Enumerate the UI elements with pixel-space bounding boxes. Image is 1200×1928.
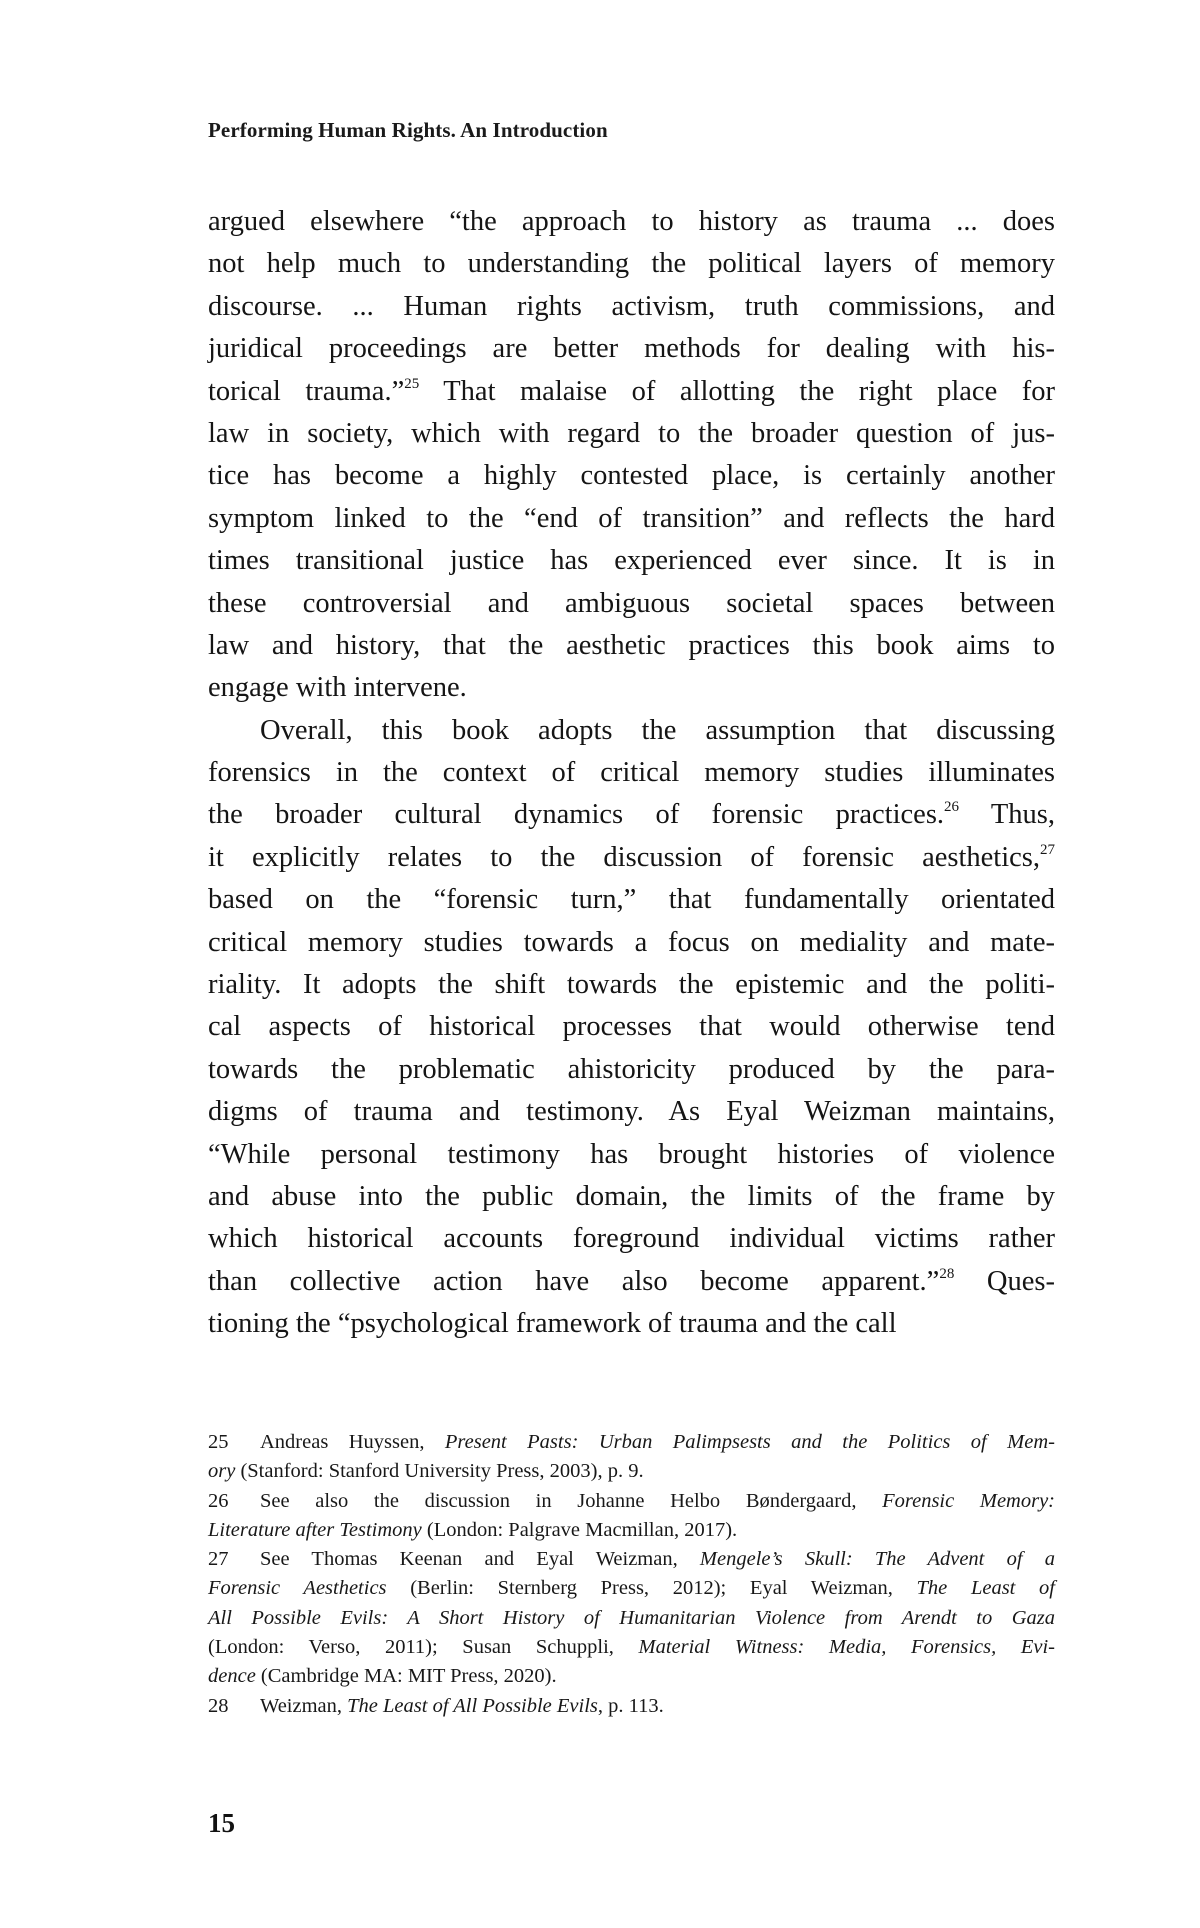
body-line: not help much to understanding the political layers of memory xyxy=(208,248,1055,280)
footnote-line: All Possible Evils: A Short History of Humanitarian Violence from Arendt to Gaza xyxy=(208,1606,1055,1629)
body-line: the broader cultural dynamics of forensic practices.$^{26}$ Thus, xyxy=(208,799,1055,831)
body-line: law in society, which with regard to the broader question of jus- xyxy=(208,417,1055,449)
footnote-line: 27 See Thomas Keenan and Eyal Weizman, Mengele’s Skull: The Advent of a xyxy=(208,1545,1055,1574)
body-text xyxy=(208,201,1055,1346)
body-line: law and history, that the aesthetic practices this book aims to xyxy=(208,629,1055,661)
footnote-number: 27 xyxy=(208,1548,229,1571)
footnote-number: 26 xyxy=(208,1489,229,1512)
footnote-line: ory (Stanford: Stanford University Press, 2003), p. 9. xyxy=(208,1460,644,1483)
body-line: argued elsewhere “the approach to history as trauma ... does xyxy=(208,206,1055,237)
footnote-line: 26 See also the discussion in Johanne Helbo Bøndergaard, Forensic Memory: xyxy=(208,1487,1055,1516)
body-line: critical memory studies towards a focus on mediality and mate- xyxy=(208,926,1055,958)
footnote-reference[interactable]: 28 xyxy=(939,1265,955,1282)
body-line: cal aspects of historical processes that would otherwise tend xyxy=(208,1011,1055,1043)
body-line: engage with intervene. xyxy=(208,672,467,704)
footnote-line: 28 Weizman, The Least of All Possible Evils, p. 113. xyxy=(208,1692,1055,1721)
body-line: times transitional justice has experienced ever since. It is in xyxy=(208,545,1055,577)
footnote-line: Literature after Testimony (London: Palgrave Macmillan, 2017). xyxy=(208,1518,738,1541)
footnote-line: dence (Cambridge MA: MIT Press, 2020). xyxy=(208,1665,557,1688)
footnote-line: Forensic Aesthetics (Berlin: Sternberg Press, 2012); Eyal Weizman, The Least of xyxy=(208,1577,1055,1600)
body-line: forensics in the context of critical memory studies illuminates xyxy=(208,757,1055,789)
footnote-27 xyxy=(208,1545,1055,1691)
body-line: based on the “forensic turn,” that fundamentally orientated xyxy=(208,884,1055,916)
body-line: which historical accounts foreground individual victims rather xyxy=(208,1223,1055,1255)
running-head: Performing Human Rights. An Introduction xyxy=(208,118,608,142)
body-line: it explicitly relates to the discussion of forensic aesthetics,$^{27}$ xyxy=(208,841,1055,873)
footnote-number: 28 xyxy=(208,1694,229,1717)
body-line: “While personal testimony has brought histories of violence xyxy=(208,1138,1055,1170)
footnote-28 xyxy=(208,1692,1055,1721)
footnote-reference[interactable]: 25 xyxy=(404,375,420,392)
footnote-line: (London: Verso, 2011); Susan Schuppli, Material Witness: Media, Forensics, Evi- xyxy=(208,1636,1055,1659)
body-line: Overall, this book adopts the assumption that discussing xyxy=(260,714,1055,746)
body-line: towards the problematic ahistoricity produced by the para- xyxy=(208,1053,1055,1085)
body-line: these controversial and ambiguous societal spaces between xyxy=(208,587,1055,619)
footnote-reference[interactable]: 26 xyxy=(944,799,960,816)
footnote-number: 25 xyxy=(208,1431,229,1453)
footnote-26 xyxy=(208,1487,1055,1546)
body-line: symptom linked to the “end of transition” and reflects the hard xyxy=(208,502,1055,534)
page-number: 15 xyxy=(208,1808,235,1838)
footnotes xyxy=(208,1428,1055,1721)
body-line: torical trauma.”$^{25}$ That malaise of allotting the right place for xyxy=(208,375,1055,407)
body-line: riality. It adopts the shift towards the epistemic and the politi- xyxy=(208,969,1055,1001)
body-line: tice has become a highly contested place, is certainly another xyxy=(208,460,1055,492)
body-line: than collective action have also become apparent.”$^{28}$ Ques- xyxy=(208,1265,1055,1297)
footnote-25 xyxy=(208,1428,1055,1487)
body-line: discourse. ... Human rights activism, truth commissions, and xyxy=(208,290,1055,322)
body-line: and abuse into the public domain, the limits of the frame by xyxy=(208,1180,1055,1212)
body-line: juridical proceedings are better methods for dealing with his- xyxy=(208,333,1055,365)
body-line: tioning the “psychological framework of trauma and the call xyxy=(208,1308,897,1340)
body-line: digms of trauma and testimony. As Eyal Weizman maintains, xyxy=(208,1096,1055,1128)
footnote-reference[interactable]: 27 xyxy=(1040,841,1055,858)
footnote-line: 25 Andreas Huyssen, Present Pasts: Urban Palimpsests and the Politics of Mem- xyxy=(208,1428,1055,1457)
